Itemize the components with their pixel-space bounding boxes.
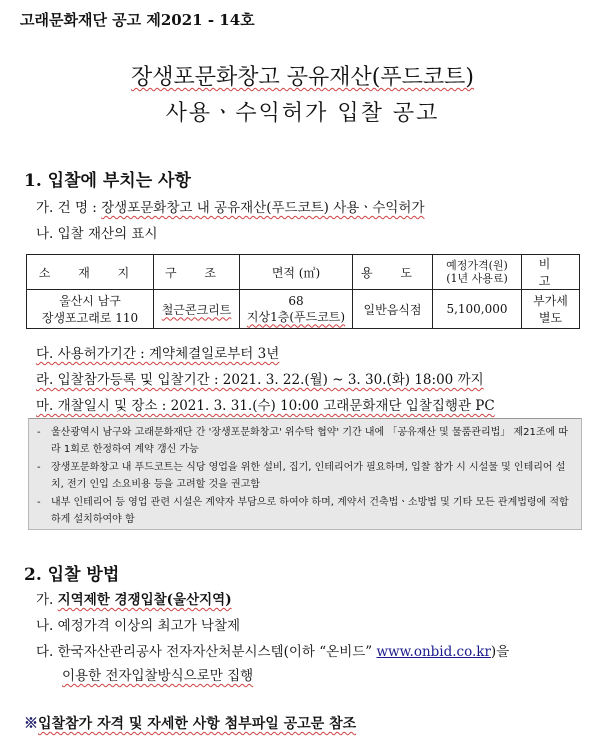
note-item: - 내부 인테리어 등 영업 관련 시설은 계약자 부담으로 하여야 하며, 계약서 건축법ㆍ소방법 및 기타 모든 관계법령에 적합하게 설치하여야 함 bbox=[37, 497, 569, 525]
cell-structure: 철근콘크리트 bbox=[154, 290, 240, 329]
notice-title-line1: 장생포문화창고 공유재산(푸드코트) bbox=[131, 65, 474, 90]
cell-area: 68 지상1층(푸드코트) bbox=[240, 290, 353, 329]
table-header-area: 면적 (㎡) bbox=[240, 255, 353, 290]
note-item: - 울산광역시 남구와 고래문화재단 간 '장생포문화창고' 위수탁 협약' 기간 내에 「공유재산 및 물품관리법」 제21조에 따라 1회로 한정하여 계약 갱신 가능 bbox=[37, 427, 568, 455]
table-header-structure: 구 조 bbox=[154, 255, 240, 290]
reference-mark-icon: ※ bbox=[24, 716, 38, 732]
notice-title-line2: 사용ㆍ수익허가 입찰 공고 bbox=[165, 101, 440, 126]
cell-price: 5,100,000 bbox=[433, 290, 522, 329]
section2-item-da: 다. 한국자산관리공사 전자자산처분시스템(이하 “온비드” www.onbid.co.kr)을 bbox=[36, 644, 510, 660]
section1-item-na: 나. 입찰 재산의 표시 bbox=[36, 226, 158, 242]
table-header-location: 소 재 지 bbox=[27, 255, 154, 290]
note-item: - 장생포문화창고 내 푸드코트는 식당 영업을 위한 설비, 집기, 인테리어가 필요하며, 입찰 참가 시 시설물 및 인테리어 설치, 전기 인입 소요비용 등을 고려할 것을 권고함 bbox=[37, 462, 566, 490]
footer-note: ※입찰참가 자격 및 자세한 사항 첨부파일 공고문 참조 bbox=[24, 716, 357, 732]
section1-item-ga: 가. 건 명 : 장생포문화창고 내 공유재산(푸드코트) 사용ㆍ수익허가 bbox=[36, 200, 425, 216]
notes-box bbox=[28, 418, 582, 530]
table-header-row bbox=[27, 255, 580, 290]
notice-number: 고래문화재단 공고 제2021 - 14호 bbox=[20, 11, 255, 29]
onbid-link[interactable]: www.onbid.co.kr bbox=[376, 644, 491, 660]
table-header-usage: 용 도 bbox=[353, 255, 433, 290]
section2-heading: 2. 입찰 방법 bbox=[24, 565, 120, 585]
table-header-price: 예정가격(원) (1년 사용료) bbox=[433, 255, 522, 290]
section1-item-da: 다. 사용허가기간 : 계약체결일로부터 3년 bbox=[36, 346, 280, 362]
section2-item-na: 나. 예정가격 이상의 최고가 낙찰제 bbox=[36, 618, 241, 634]
section1-item-ma: 마. 개찰일시 및 장소 : 2021. 3. 31.(수) 10:00 고래문화재단 입찰집행관 PC bbox=[36, 398, 495, 414]
cell-location: 울산시 남구 장생포고래로 110 bbox=[27, 290, 154, 329]
cell-remark: 부가세 별도 bbox=[522, 290, 580, 329]
section2-item-da-line2: 이용한 전자입찰방식으로만 집행 bbox=[62, 668, 254, 684]
table-header-remark: 비 고 bbox=[522, 255, 580, 290]
section1-item-ra: 라. 입찰참가등록 및 입찰기간 : 2021. 3. 22.(월) ~ 3. 30.(화) 18:00 까지 bbox=[36, 372, 484, 388]
section2-item-ga: 가. 지역제한 경쟁입찰(울산지역) bbox=[36, 592, 232, 608]
property-table bbox=[26, 254, 580, 329]
cell-usage: 일반음식점 bbox=[353, 290, 433, 329]
table-row bbox=[27, 290, 580, 329]
section1-heading: 1. 입찰에 부치는 사항 bbox=[24, 171, 191, 191]
